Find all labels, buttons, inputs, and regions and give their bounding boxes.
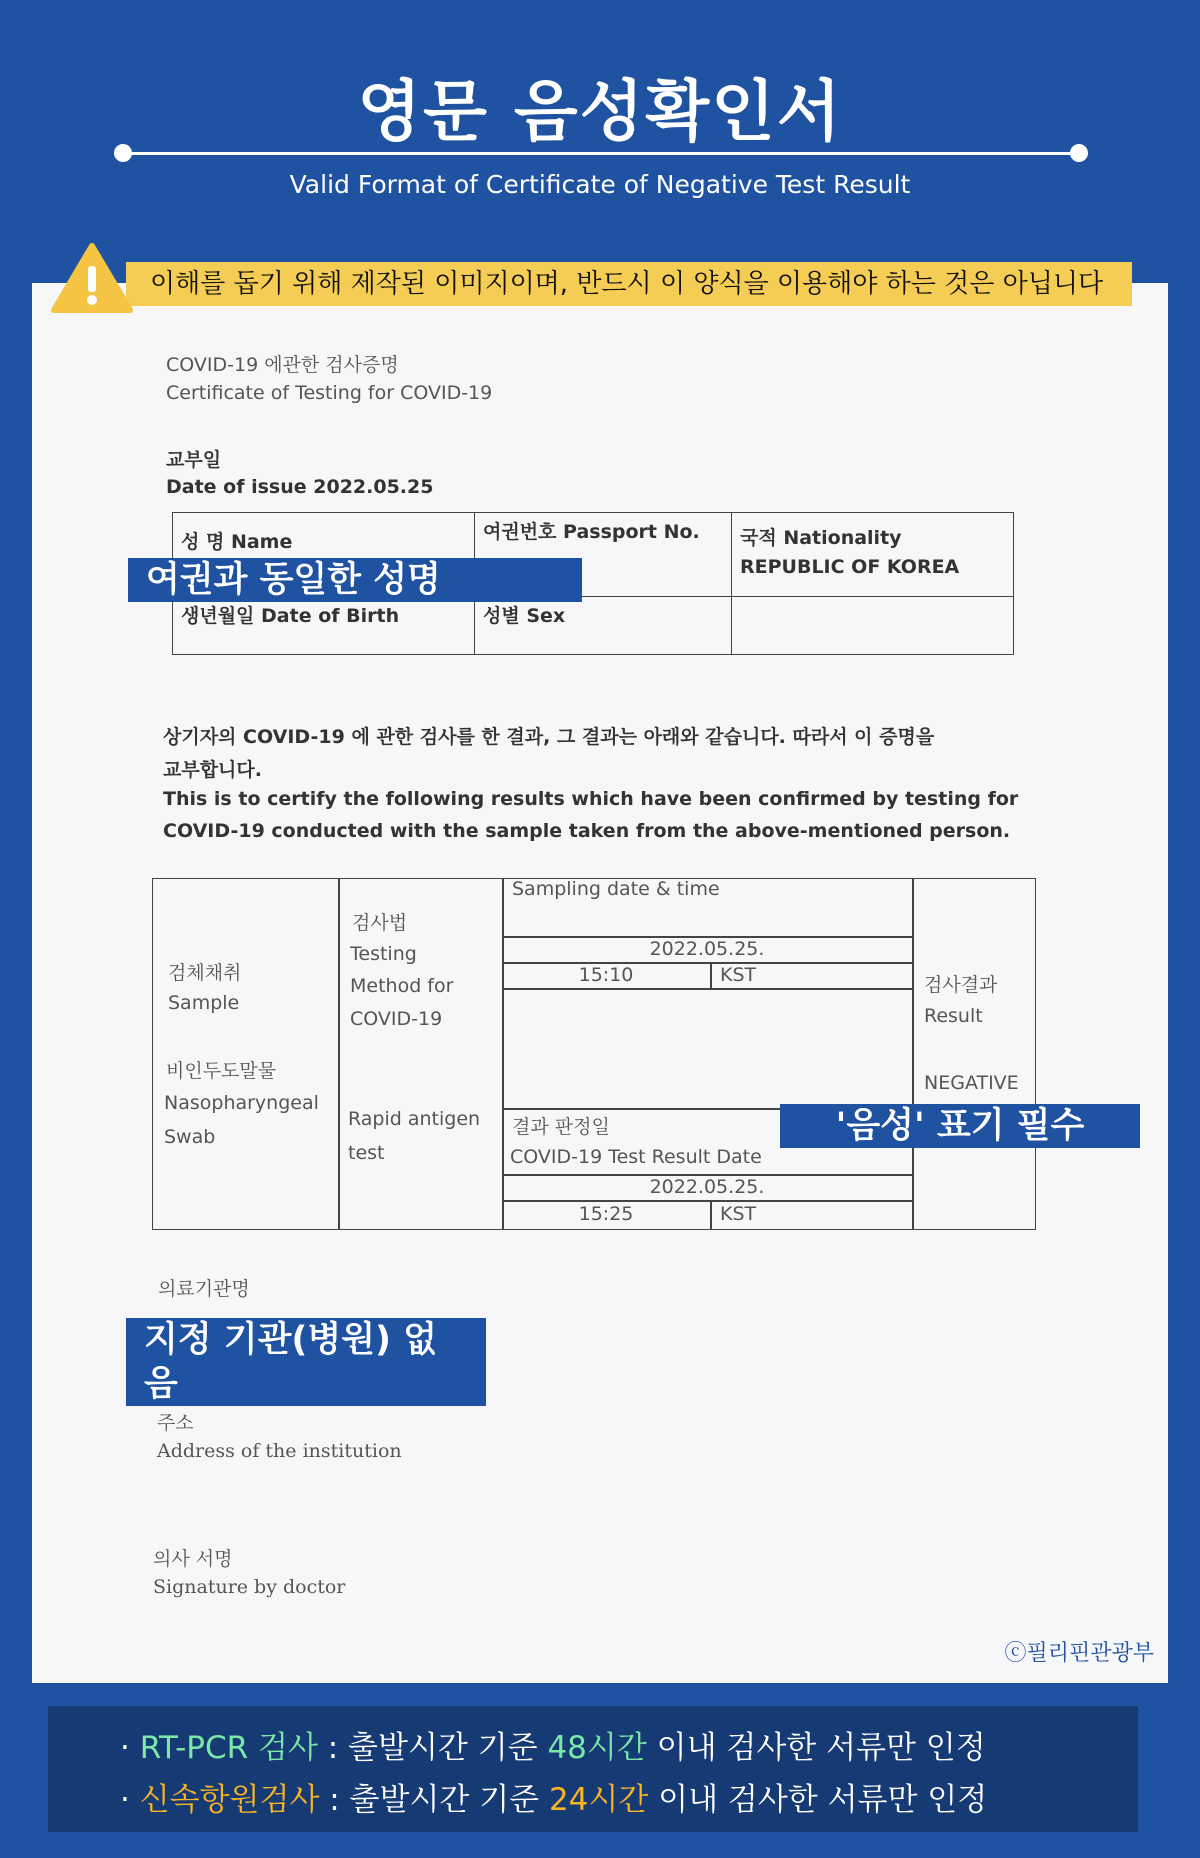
divider-dot-left (114, 144, 132, 162)
nationality-cell: 국적 Nationality REPUBLIC OF KOREA (732, 513, 1014, 597)
issue-date: Date of issue 2022.05.25 (166, 476, 434, 498)
antigen-hours: 24시간 (548, 1782, 649, 1818)
swab-en-1: Nasopharyngeal (164, 1092, 319, 1114)
divider (710, 962, 712, 988)
sex-cell: 성별 Sex (475, 597, 732, 655)
dob-cell: 생년월일 Date of Birth (173, 597, 475, 655)
rtpcr-hours: 48시간 (547, 1730, 647, 1766)
issue-label-ko: 교부일 (166, 449, 222, 471)
notice-line-rtpcr: · RT-PCR 검사 : 출발시간 기준 48시간 이내 검사한 서류만 인정 (120, 1730, 986, 1766)
doc-heading-en: Certificate of Testing for COVID-19 (166, 382, 493, 404)
rtpcr-label: RT-PCR 검사 (139, 1730, 318, 1766)
method-en-1: Testing (350, 943, 417, 965)
address-en: Address of the institution (157, 1440, 402, 1462)
sampling-tz: KST (720, 964, 757, 986)
result-date-en: COVID-19 Test Result Date (510, 1146, 762, 1168)
antigen-label: 신속항원검사 (139, 1782, 320, 1818)
page-subtitle: Valid Format of Certificate of Negative Test Result (289, 170, 911, 199)
empty-cell (732, 597, 1014, 655)
doc-heading-ko: COVID-19 에관한 검사증명 (166, 354, 399, 376)
result-date-ko: 결과 판정일 (512, 1116, 610, 1138)
result-tz: KST (720, 1203, 757, 1225)
callout-name: 여권과 동일한 성명 (128, 558, 582, 602)
method-type-2: test (348, 1142, 385, 1164)
warning-banner: 이해를 돕기 위해 제작된 이미지이며, 반드시 이 양식을 이용해야 하는 것은 아닙니다 (126, 262, 1132, 306)
title-divider (122, 152, 1078, 155)
divider (912, 878, 914, 1230)
result-en: Result (924, 1005, 983, 1027)
sampling-label: Sampling date & time (512, 878, 720, 900)
result-time: 15:25 (578, 1203, 634, 1225)
method-ko: 검사법 (352, 912, 408, 934)
callout-negative: '음성' 표기 필수 (780, 1104, 1140, 1148)
institution-label: 의료기관명 (158, 1278, 250, 1300)
copyright: ⓒ필리핀관광부 (1004, 1641, 1154, 1666)
statement-ko-2: 교부합니다. (163, 759, 262, 781)
swab-ko: 비인두도말물 (166, 1060, 277, 1082)
statement-en-1: This is to certify the following results which have been confirmed by testing for (163, 788, 1019, 810)
method-en-3: COVID-19 (350, 1008, 443, 1030)
sampling-date: 2022.05.25. (649, 938, 765, 960)
result-ko: 검사결과 (924, 974, 998, 996)
result-value: NEGATIVE (924, 1072, 1019, 1094)
callout-institution: 지정 기관(병원) 없음 (126, 1318, 486, 1406)
method-en-2: Method for (350, 975, 454, 997)
swab-en-2: Swab (164, 1126, 216, 1148)
divider (502, 1200, 912, 1202)
result-date: 2022.05.25. (649, 1176, 765, 1198)
sample-en: Sample (168, 992, 240, 1014)
divider-dot-right (1070, 144, 1088, 162)
signature-ko: 의사 서명 (153, 1548, 233, 1570)
warning-icon (50, 242, 134, 314)
notice-line-antigen: · 신속항원검사 : 출발시간 기준 24시간 이내 검사한 서류만 인정 (120, 1782, 988, 1818)
divider (338, 878, 340, 1230)
address-ko: 주소 (157, 1412, 194, 1434)
statement-ko-1: 상기자의 COVID-19 에 관한 검사를 한 결과, 그 결과는 아래와 같습니다. 따라서 이 증명을 (163, 726, 935, 748)
divider (502, 988, 912, 990)
page-title: 영문 음성확인서 (357, 73, 843, 150)
signature-en: Signature by doctor (153, 1576, 346, 1598)
statement-en-2: COVID-19 conducted with the sample taken from the above-mentioned person. (163, 820, 1011, 842)
method-type-1: Rapid antigen (348, 1108, 481, 1130)
name-cell: 성 명 Name (173, 513, 475, 597)
sample-ko: 검체채취 (168, 962, 242, 984)
divider (710, 1200, 712, 1230)
passport-cell: 여권번호 Passport No. (475, 513, 732, 597)
sampling-time: 15:10 (578, 964, 634, 986)
